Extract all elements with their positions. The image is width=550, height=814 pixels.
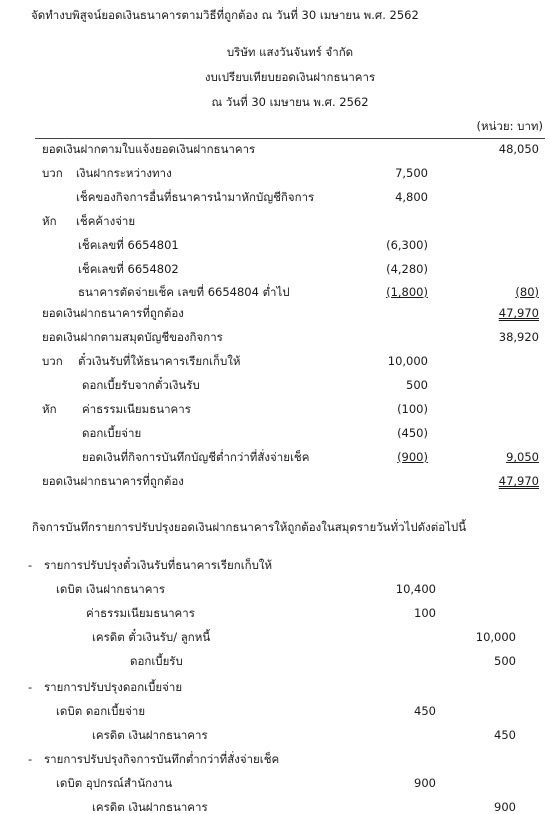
less-prefix: หัก bbox=[42, 214, 57, 228]
interest-paid-amount: (450) bbox=[397, 426, 428, 440]
add-prefix: บวก bbox=[42, 166, 63, 180]
entry-1-debit-2-amount: 100 bbox=[414, 606, 436, 620]
book-error-amount: (900) bbox=[397, 450, 428, 464]
entry-1-credit-2-label: ดอกเบี้ยรับ bbox=[130, 654, 183, 668]
correct-balance-2-label: ยอดเงินฝากธนาคารที่ถูกต้อง bbox=[42, 474, 184, 488]
interest-paid-label: ดอกเบี้ยจ่าย bbox=[82, 426, 142, 440]
bullet-3: - bbox=[28, 752, 33, 766]
entry-3-debit-1-label: เดบิต อุปกรณ์สำนักงาน bbox=[56, 776, 173, 790]
bank-adjust-total: (80) bbox=[515, 285, 539, 299]
header-rule bbox=[35, 138, 545, 139]
bank-error-amount: (1,800) bbox=[386, 285, 428, 299]
cheque-2-label: เช็คเลขที่ 6654802 bbox=[78, 262, 179, 276]
unit-label: (หน่วย: บาท) bbox=[476, 119, 543, 133]
bank-balance-total: 48,050 bbox=[498, 142, 539, 156]
entry-3-credit-1-amount: 900 bbox=[494, 800, 516, 814]
statement-date: ณ วันที่ 30 เมษายน พ.ศ. 2562 bbox=[211, 95, 369, 109]
interest-received-label: ดอกเบี้ยรับจากตั๋วเงินรับ bbox=[82, 378, 200, 392]
entry-1-credit-2-amount: 500 bbox=[494, 654, 516, 668]
book-balance-total: 38,920 bbox=[498, 330, 539, 344]
book-add-prefix: บวก bbox=[42, 354, 63, 368]
book-adjust-total: 9,050 bbox=[506, 450, 539, 464]
entry-2-debit-1-amount: 450 bbox=[414, 704, 436, 718]
other-cheque-label: เช็คของกิจการอื่นที่ธนาคารนำมาหักบัญชีกิจการ bbox=[76, 190, 315, 204]
statement-title: งบเปรียบเทียบยอดเงินฝากธนาคาร bbox=[204, 70, 376, 84]
entry-1-debit-1-amount: 10,400 bbox=[395, 582, 436, 596]
entry-1-title: รายการปรับปรุงตั๋วเงินรับที่ธนาคารเรียกเก็บให้ bbox=[44, 558, 273, 572]
book-balance-label: ยอดเงินฝากตามสมุดบัญชีของกิจการ bbox=[42, 330, 223, 344]
entry-2-credit-1-amount: 450 bbox=[494, 728, 516, 742]
cheque-1-amount: (6,300) bbox=[386, 238, 428, 252]
deposit-in-transit-amount: 7,500 bbox=[395, 166, 428, 180]
book-error-label: ยอดเงินที่กิจการบันทึกบัญชีต่ำกว่าที่สั่งจ่ายเช็ค bbox=[82, 450, 310, 464]
bank-error-label: ธนาคารตัดจ่ายเช็ค เลขที่ 6654804 ต่ำไป bbox=[78, 285, 290, 299]
intro-text: จัดทำงบพิสูจน์ยอดเงินธนาคารตามวิธีที่ถูกต้อง ณ วันที่ 30 เมษายน พ.ศ. 2562 bbox=[31, 8, 419, 22]
entry-1-credit-1-label: เครดิต ตั๋วเงินรับ/ ลูกหนี้ bbox=[92, 630, 211, 644]
deposit-in-transit-label: เงินฝากระหว่างทาง bbox=[76, 166, 172, 180]
entry-3-credit-1-label: เครดิต เงินฝากธนาคาร bbox=[92, 800, 208, 814]
cheque-2-amount: (4,280) bbox=[386, 262, 428, 276]
correct-balance-2-total: 47,970 bbox=[498, 474, 539, 488]
bank-fee-amount: (100) bbox=[397, 402, 428, 416]
bank-fee-label: ค่าธรรมเนียมธนาคาร bbox=[82, 402, 191, 416]
entry-1-debit-2-label: ค่าธรรมเนียมธนาคาร bbox=[86, 606, 195, 620]
entry-1-credit-1-amount: 10,000 bbox=[475, 630, 516, 644]
entry-3-debit-1-amount: 900 bbox=[414, 776, 436, 790]
cheque-1-label: เช็คเลขที่ 6654801 bbox=[78, 238, 179, 252]
note-collected-label: ตั๋วเงินรับที่ให้ธนาคารเรียกเก็บให้ bbox=[78, 354, 241, 368]
other-cheque-amount: 4,800 bbox=[395, 190, 428, 204]
journal-heading: กิจการบันทึกรายการปรับปรุงยอดเงินฝากธนาคารให้ถูกต้องในสมุดรายวันทั่วไปดังต่อไปนี้ bbox=[32, 520, 467, 534]
entry-1-debit-1-label: เดบิต เงินฝากธนาคาร bbox=[56, 582, 166, 596]
entry-2-credit-1-label: เครดิต เงินฝากธนาคาร bbox=[92, 728, 208, 742]
book-less-prefix: หัก bbox=[42, 402, 57, 416]
note-collected-amount: 10,000 bbox=[387, 354, 428, 368]
entry-2-title: รายการปรับปรุงดอกเบี้ยจ่าย bbox=[44, 680, 183, 694]
bullet-1: - bbox=[28, 558, 33, 572]
interest-received-amount: 500 bbox=[406, 378, 428, 392]
entry-3-title: รายการปรับปรุงกิจการบันทึกต่ำกว่าที่สั่งจ่ายเช็ค bbox=[44, 752, 280, 766]
bullet-2: - bbox=[28, 680, 33, 694]
correct-balance-1-label: ยอดเงินฝากธนาคารที่ถูกต้อง bbox=[42, 306, 184, 320]
entry-2-debit-1-label: เดบิต ดอกเบี้ยจ่าย bbox=[56, 704, 146, 718]
correct-balance-1-total: 47,970 bbox=[498, 306, 539, 320]
company-name: บริษัท แสงวันจันทร์ จำกัด bbox=[226, 45, 354, 59]
bank-balance-label: ยอดเงินฝากตามใบแจ้งยอดเงินฝากธนาคาร bbox=[42, 142, 256, 156]
outstanding-cheques-label: เช็คค้างจ่าย bbox=[76, 214, 136, 228]
